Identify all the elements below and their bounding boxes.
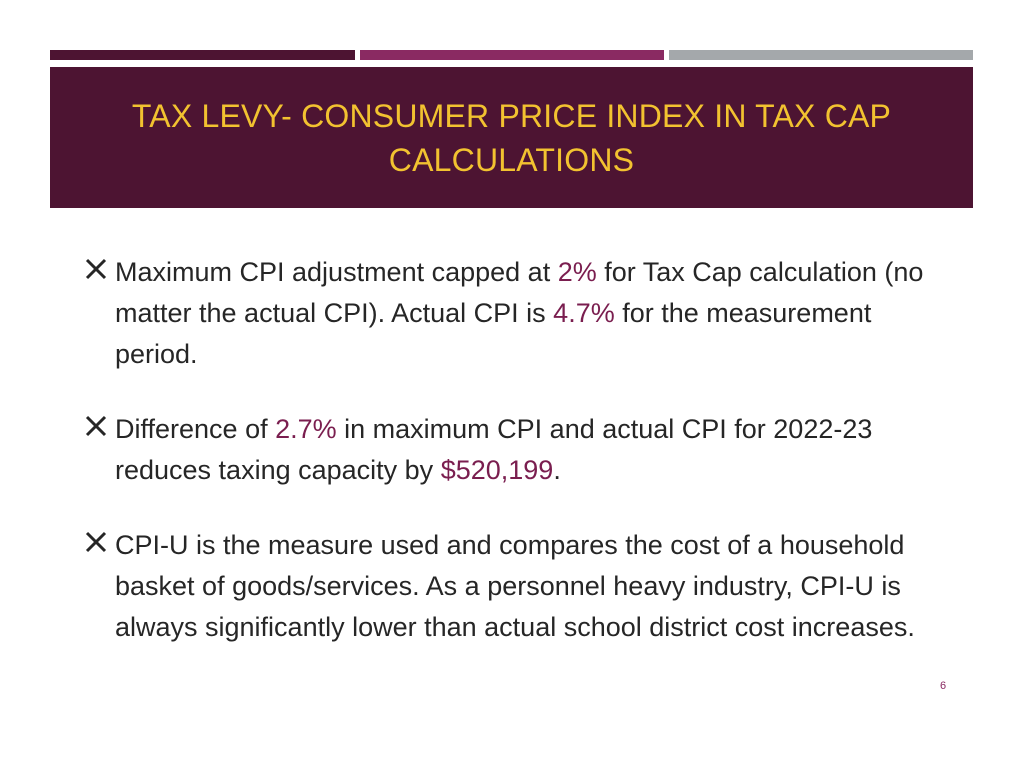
title-banner	[50, 67, 973, 208]
slide-title: TAX LEVY- CONSUMER PRICE INDEX IN TAX CAP CALCULATIONS	[131, 97, 892, 178]
bullet-list	[78, 252, 958, 682]
highlight-value: $520,199	[440, 455, 554, 485]
bullet-text: for the measurement period.	[115, 298, 872, 369]
bullet-item-2	[78, 409, 958, 491]
highlight-value: 2%	[557, 257, 597, 287]
bullet-text: CPI-U is the measure used and compares the cost of a household basket of goods/services. As a personnel heavy industry, CPI-U is always significantly lower than actual school district cost increases.	[115, 530, 915, 642]
bullet-text: for Tax Cap calculation (no matter the actual CPI). Actual CPI is	[115, 257, 924, 328]
bullet-text: .	[553, 455, 561, 485]
accent-bar-gray	[669, 50, 973, 60]
bullet-text: Difference of	[115, 414, 276, 444]
bullet-text: in maximum CPI and actual CPI for 2022-23 reduces taxing capacity by	[115, 414, 873, 485]
highlight-value: 2.7%	[275, 414, 337, 444]
bullet-text: Maximum CPI adjustment capped at	[115, 257, 558, 287]
bullet-item-3	[78, 525, 958, 648]
accent-bar-dark	[50, 50, 355, 60]
x-mark-icon	[82, 255, 110, 283]
accent-bar-magenta	[360, 50, 664, 60]
x-mark-icon	[82, 528, 110, 556]
page-number: 6	[940, 680, 947, 692]
highlight-value: 4.7%	[553, 298, 615, 328]
x-mark-icon	[82, 412, 110, 440]
bullet-item-1	[78, 252, 958, 375]
